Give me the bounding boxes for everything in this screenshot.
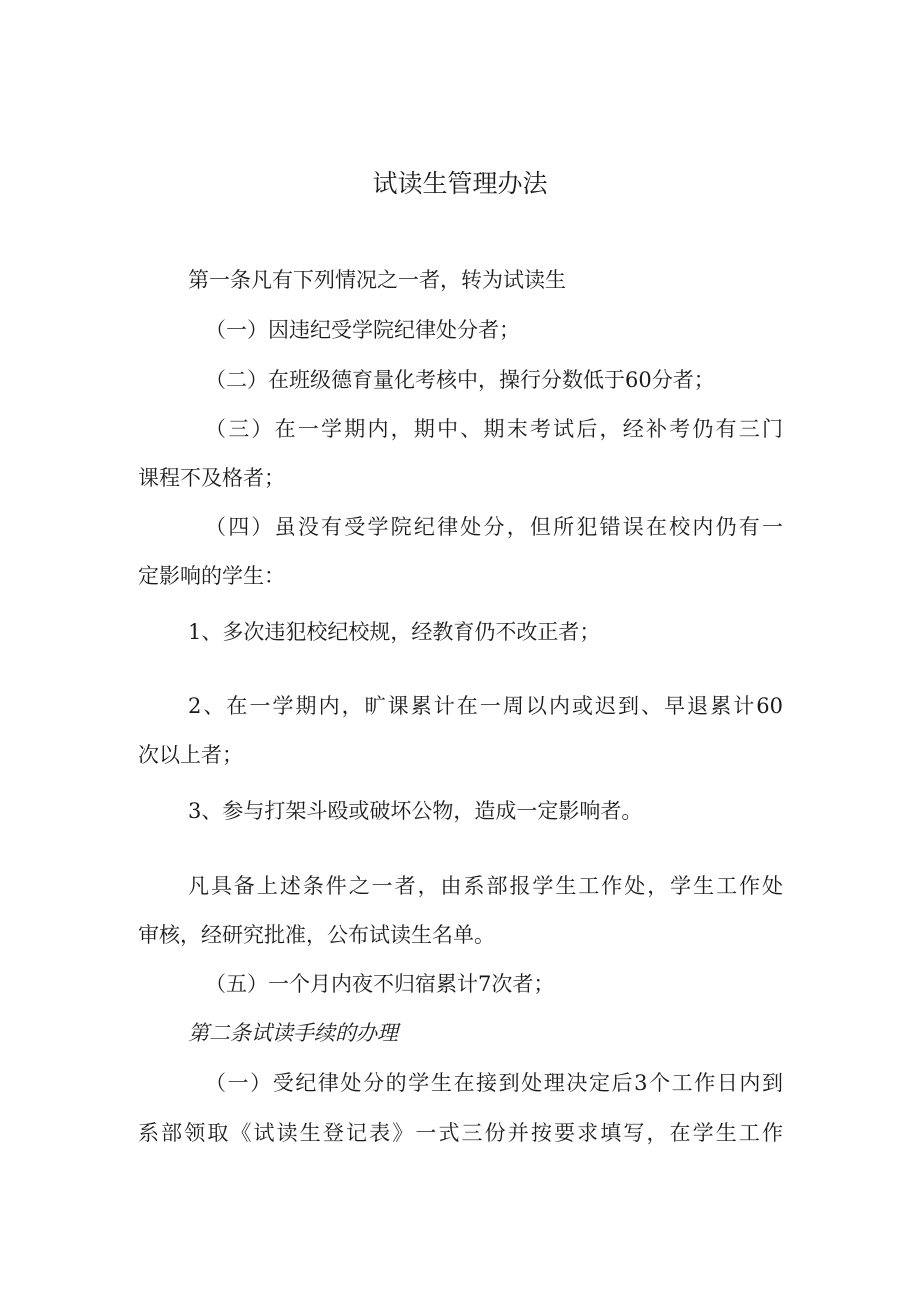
article-2-heading: 第二条试读手续的办理 bbox=[188, 1021, 398, 1045]
clause-1-2: （二）在班级德育量化考核中，操行分数低于60分者； bbox=[205, 368, 715, 392]
sub-item-3: 3、参与打架斗殴或破坏公物，造成一定影响者。 bbox=[188, 799, 643, 823]
sub-item-1: 1、多次违犯校纪校规，经教育仍不改正者； bbox=[188, 620, 601, 644]
clause-1-5: （五）一个月内夜不归宿累计7次者； bbox=[205, 972, 555, 996]
clause-1-3-line-2: 课程不及格者； bbox=[138, 466, 285, 490]
sub-item-2-line-1: 2、在一学期内，旷课累计在一周以内或迟到、早退累计60 bbox=[188, 694, 783, 718]
summary-line-2: 审核，经研究批准，公布试读生名单。 bbox=[138, 923, 495, 947]
clause-1-4-line-1: （四）虽没有受学院纪律处分，但所犯错误在校内仍有一 bbox=[205, 515, 783, 539]
clause-2-1-line-2: 系部领取《试读生登记表》一式三份并按要求填写，在学生工作 bbox=[138, 1121, 783, 1145]
clause-2-1-line-1: （一）受纪律处分的学生在接到处理决定后3个工作日内到 bbox=[205, 1071, 783, 1095]
document-title: 试读生管理办法 bbox=[372, 169, 548, 198]
summary-line-1: 凡具备上述条件之一者，由系部报学生工作处，学生工作处 bbox=[188, 874, 783, 898]
clause-1-3-line-1: （三）在一学期内，期中、期末考试后，经补考仍有三门 bbox=[205, 417, 783, 441]
clause-1-1: （一）因违纪受学院纪律处分者； bbox=[205, 318, 520, 342]
clause-1-4-line-2: 定影响的学生： bbox=[138, 564, 285, 588]
sub-item-2-line-2: 次以上者； bbox=[138, 743, 243, 767]
article-1-heading: 第一条凡有下列情况之一者，转为试读生 bbox=[188, 268, 566, 292]
